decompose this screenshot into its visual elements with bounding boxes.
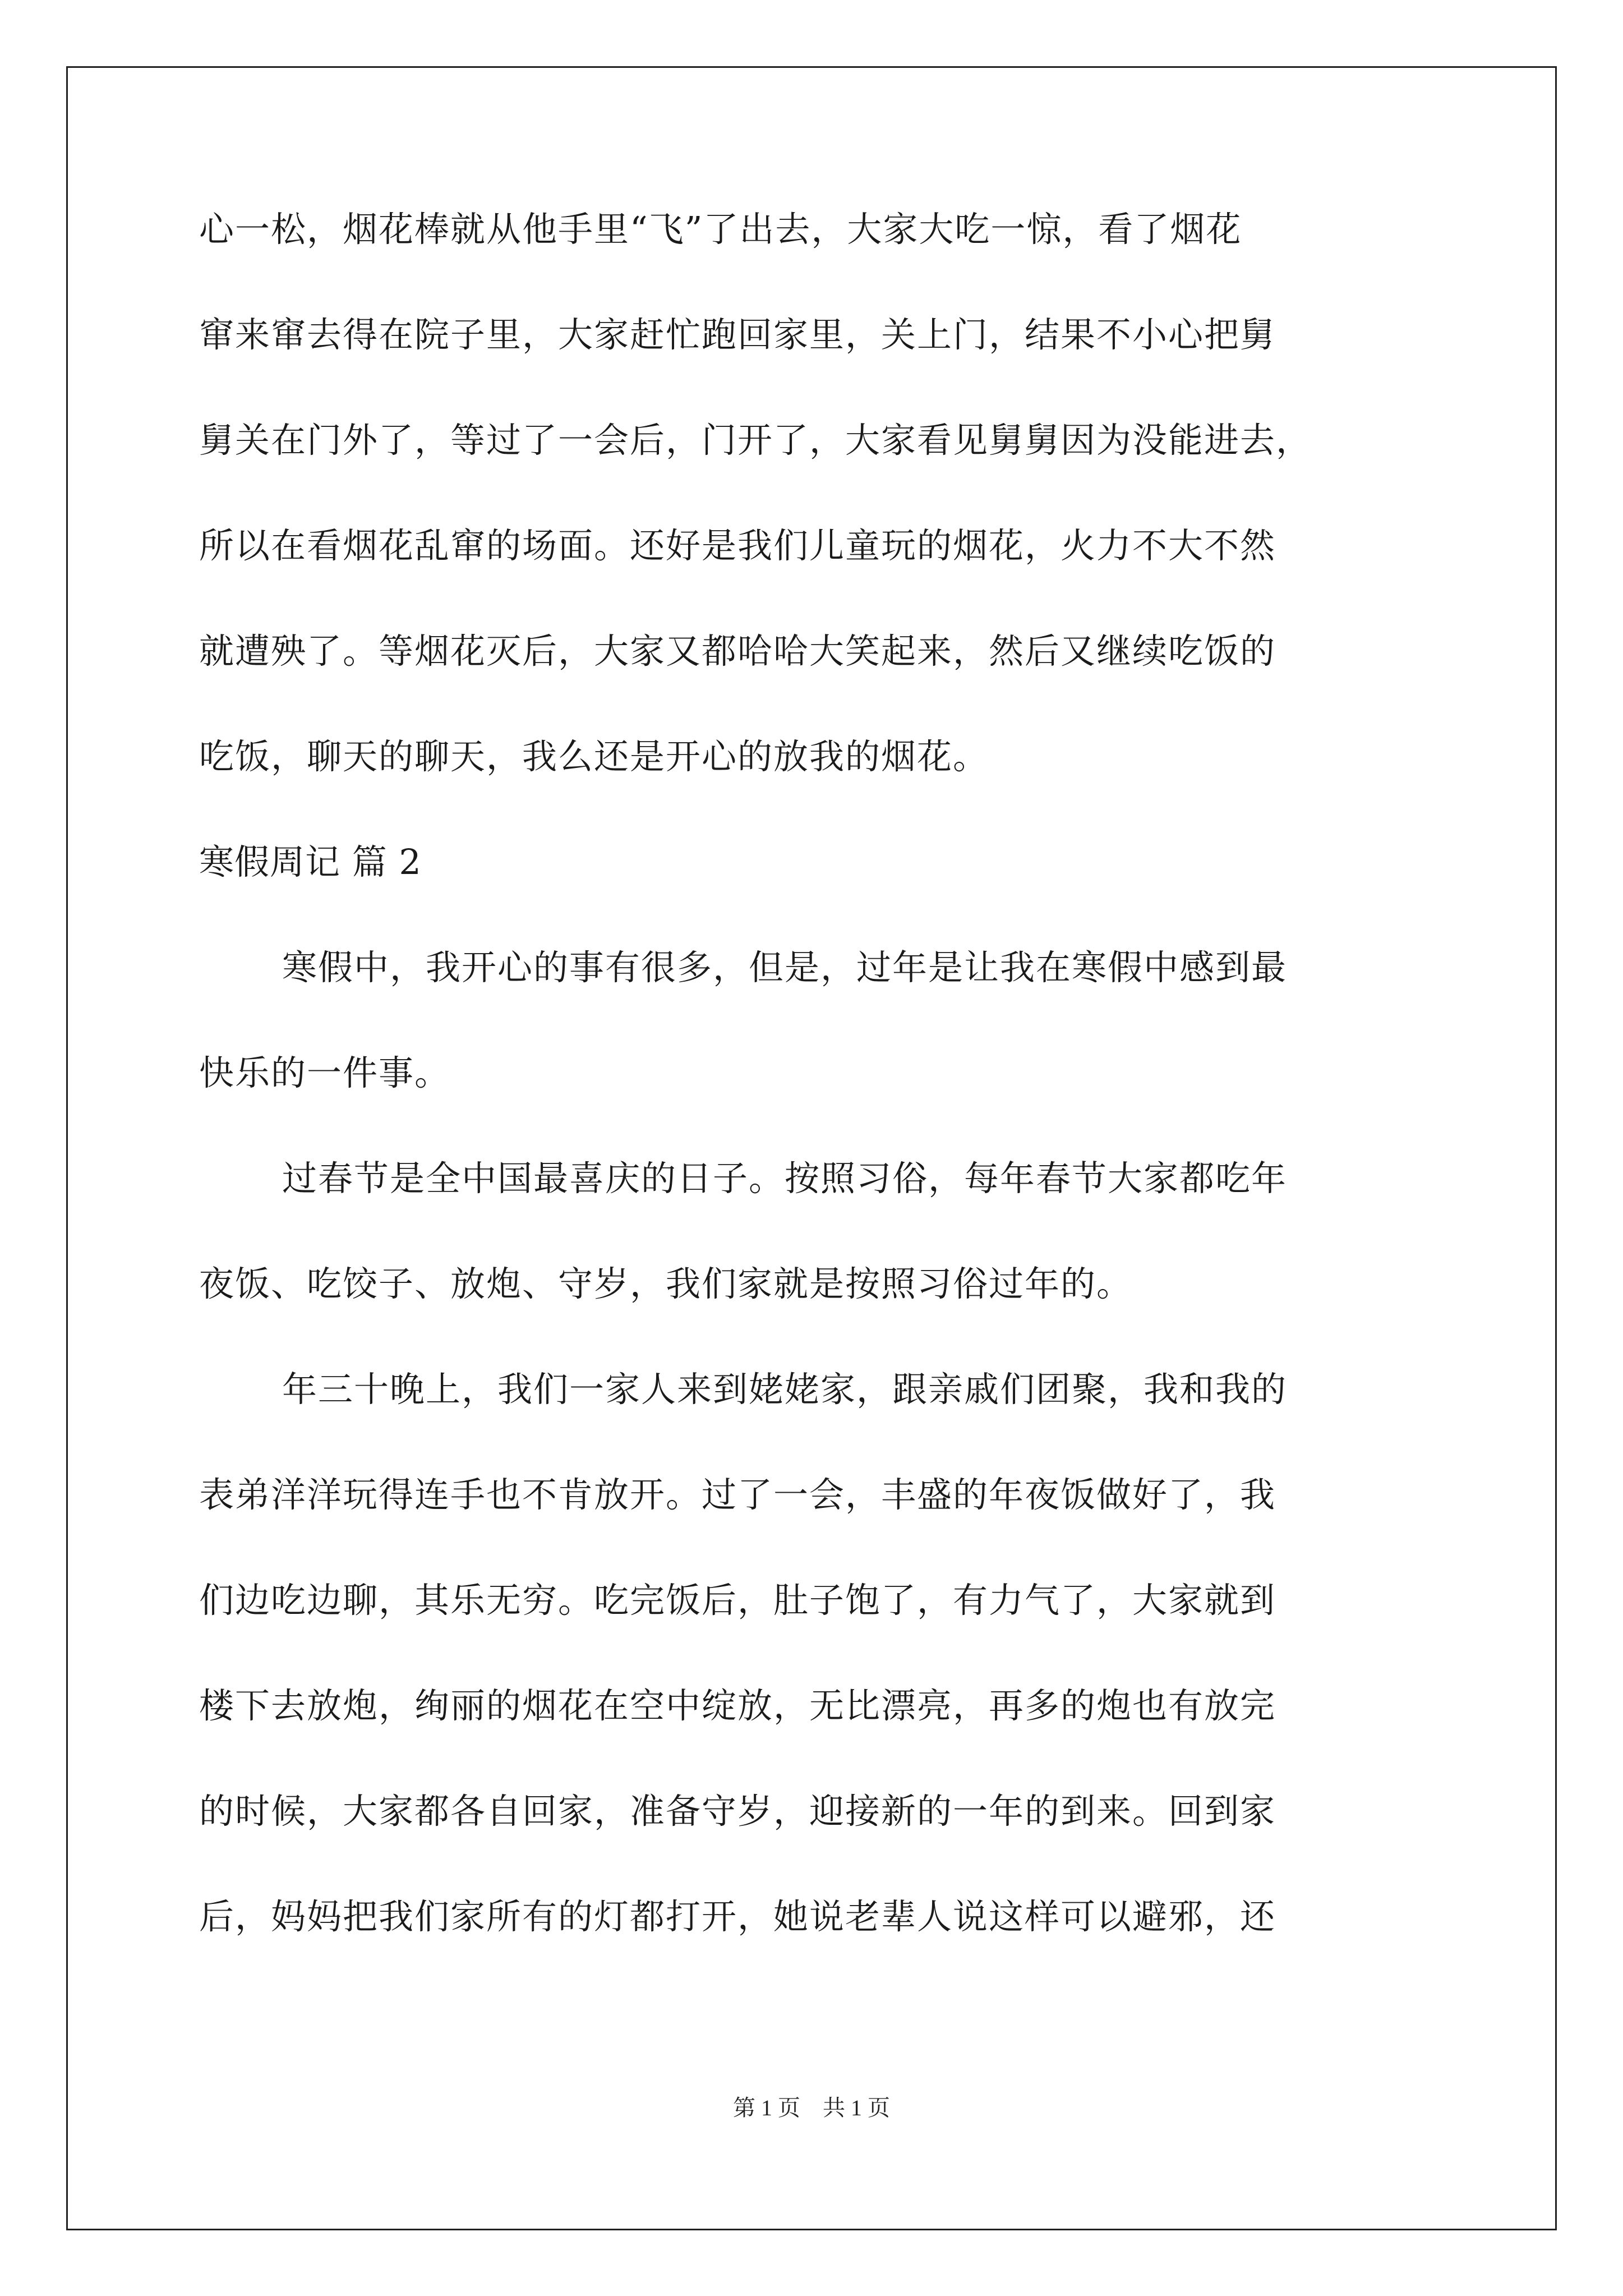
text-line: 表弟洋洋玩得连手也不肯放开。过了一会，丰盛的年夜饭做好了，我: [199, 1474, 1276, 1515]
text-line: 楼下去放炮，绚丽的烟花在空中绽放，无比漂亮，再多的炮也有放完: [199, 1685, 1276, 1726]
text-line: 所以在看烟花乱窜的场面。还好是我们儿童玩的烟花，火力不大不然: [199, 525, 1276, 566]
text-line: 窜来窜去得在院子里，大家赶忙跑回家里，关上门，结果不小心把舅: [199, 314, 1276, 355]
text-line: 就遭殃了。等烟花灭后，大家又都哈哈大笑起来，然后又继续吃饭的: [199, 631, 1276, 671]
text-line: 们边吃边聊，其乐无穷。吃完饭后，肚子饱了，有力气了，大家就到: [199, 1580, 1276, 1621]
page-footer: 第 1 页 共 1 页: [733, 2095, 890, 2120]
text-line: 夜饭、吃饺子、放炮、守岁，我们家就是按照习俗过年的。: [199, 1263, 1133, 1304]
text-line: 舅关在门外了，等过了一会后，门开了，大家看见舅舅因为没能进去，: [199, 420, 1312, 461]
text-line: 后，妈妈把我们家所有的灯都打开，她说老辈人说这样可以避邪，还: [199, 1896, 1276, 1937]
text-line: 过春节是全中国最喜庆的日子。按照习俗，每年春节大家都吃年: [282, 1158, 1288, 1199]
text-line: 寒假中，我开心的事有很多，但是，过年是让我在寒假中感到最: [282, 947, 1288, 988]
document-body: [199, 209, 1427, 2005]
text-line: 的时候，大家都各自回家，准备守岁，迎接新的一年的到来。回到家: [199, 1791, 1276, 1832]
text-line: 年三十晚上，我们一家人来到姥姥家，跟亲戚们团聚，我和我的: [282, 1369, 1288, 1410]
text-line: 快乐的一件事。: [199, 1052, 451, 1093]
text-line: 吃饭，聊天的聊天，我么还是开心的放我的烟花。: [199, 736, 989, 777]
section-heading: 寒假周记 篇 2: [199, 841, 422, 882]
text-line: 心一松，烟花棒就从他手里“飞”了出去，大家大吃一惊，看了烟花: [199, 209, 1242, 250]
